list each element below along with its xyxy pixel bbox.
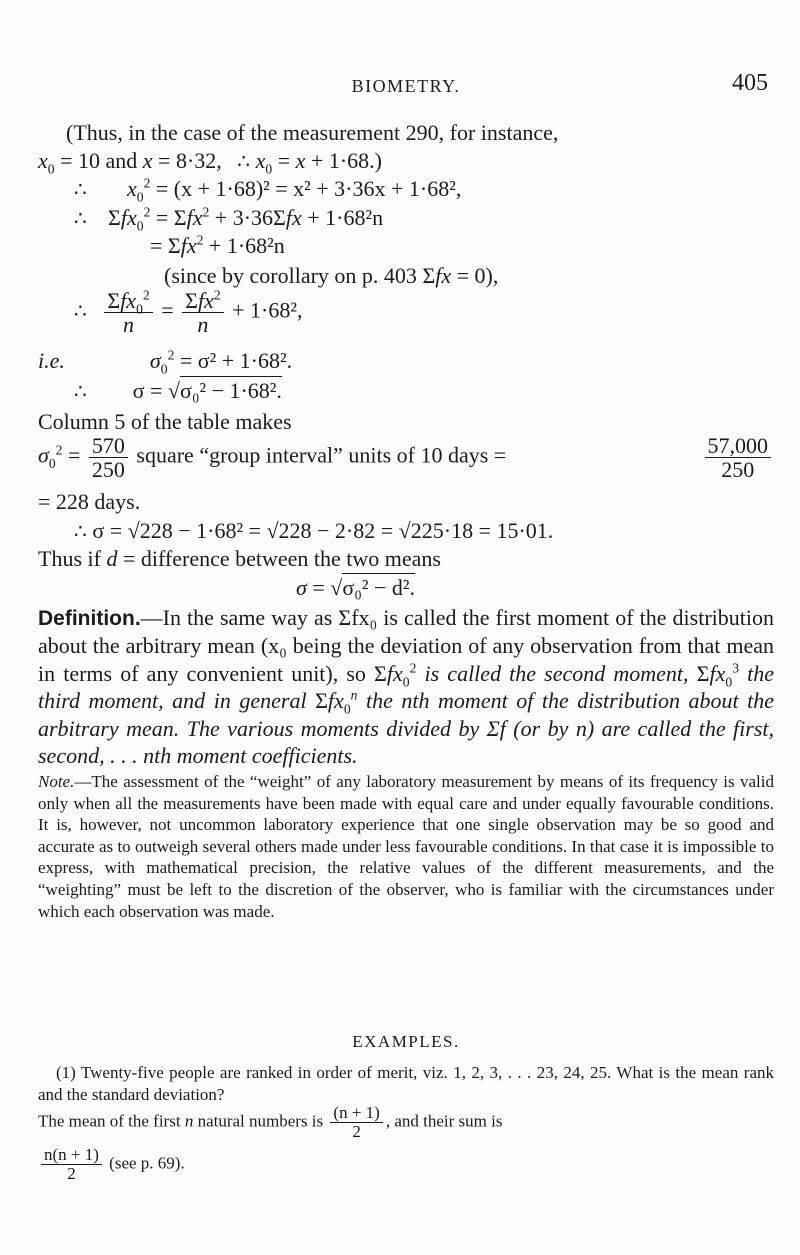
days-result: = 228 days.: [38, 489, 141, 514]
page-number: 405: [732, 70, 768, 96]
running-title: BIOMETRY.: [351, 76, 461, 96]
book-page: [38, 0, 774, 1255]
definition-paragraph: Definition.—In the same way as Σfx₀ is called the first moment of the distribution about the arbitrary mean (x₀ being the deviation of any observation from that mean in terms of any convenient unit), so Σfx$_0^2$ is called the second moment, Σfx$_0^3$ the third moment, and in general Σfx$_0^n$ the nth moment of the distribution about the arbitrary mean. The various moments divided by Σf (or by n) are called the first, second, . . . nth moment coefficients.: [38, 605, 775, 769]
derivation-step-2: ∴ Σfx$_0^2$ = Σfx$^2$ + 3·36Σfx + 1·68²n: [74, 204, 384, 234]
derivation-intro-2: $x_0 = 10$ and x = 8·32, ∴ $x_0 = x + 1\cdot 68$.): [38, 148, 382, 177]
example-1: (1) Twenty-five people are ranked in order of merit, viz. 1, 2, 3, . . . 23, 24, 25. What is the mean rank and the standard deviation?: [38, 1063, 774, 1104]
derivation-step-1: ∴ $x_0^2 = (x + 1\cdot 68)^2 = x^2 + 3\cdot 36x + 1\cdot 68^2$,: [74, 175, 462, 205]
square-units-equation: $\sigma_0^2$ = $\frac{570}{250}$ square “group interval” units of 10 days =: [38, 433, 507, 483]
ie-equation: i.e. $\sigma_0^2 = \sigma^2 + 1\cdot 68^2$.: [38, 347, 293, 377]
derivation-step-3: = Σfx$^2$ + 1·68²n: [150, 232, 285, 258]
derivation-intro: (Thus, in the case of the measurement 290, for instance,: [66, 120, 559, 145]
corollary-note: (since by corollary on p. 403 Σfx = 0),: [164, 263, 499, 288]
column-text: Column 5 of the table makes: [38, 409, 292, 434]
definition-label: Definition.: [38, 607, 141, 630]
thus-if-line: Thus if d = difference between the two means: [38, 546, 441, 571]
example-1-sum: $\frac{n(n + 1)}{2}$ (see p. 69).: [38, 1146, 774, 1183]
running-header: [38, 70, 774, 100]
examples-heading: EXAMPLES.: [352, 1032, 460, 1051]
note-paragraph: Note.—The assessment of the “weight” of any laboratory measurement by means of its frequency is valid only when all the measurements have been made with equal care and under equally favourable conditions. It is, however, not uncommon laboratory experience that one single observation may be so good and accurate as to outweigh several others made under less favourable conditions. In that case it is impossible to express, with mathematical precision, the relative values of the different measurements, and the “weighting” must be left to the discretion of the observer, who is familiar with the circumstances under which each observation was made.: [38, 772, 774, 921]
sigma-d-equation: σ = √σ₀² − d².: [296, 575, 415, 600]
note-label: Note.: [38, 772, 75, 791]
square-units-result: $\frac{57,000}{250}$: [702, 434, 775, 481]
final-sigma: ∴ σ = √228 − 1·68² = √228 − 2·82 = √225·18 = 15·01.: [74, 518, 554, 543]
sigma-equation: ∴ σ = √σ₀² − 1·68².: [74, 378, 282, 403]
example-1-hint: The mean of the first n natural numbers is $\frac{(n + 1)}{2}$ , and their sum is: [38, 1103, 503, 1141]
ratio-equation: ∴ $\frac{\Sigma fx_0^2}{n}$ = $\frac{\Sigma fx^2}{n}$ + 1·68²,: [74, 287, 303, 338]
